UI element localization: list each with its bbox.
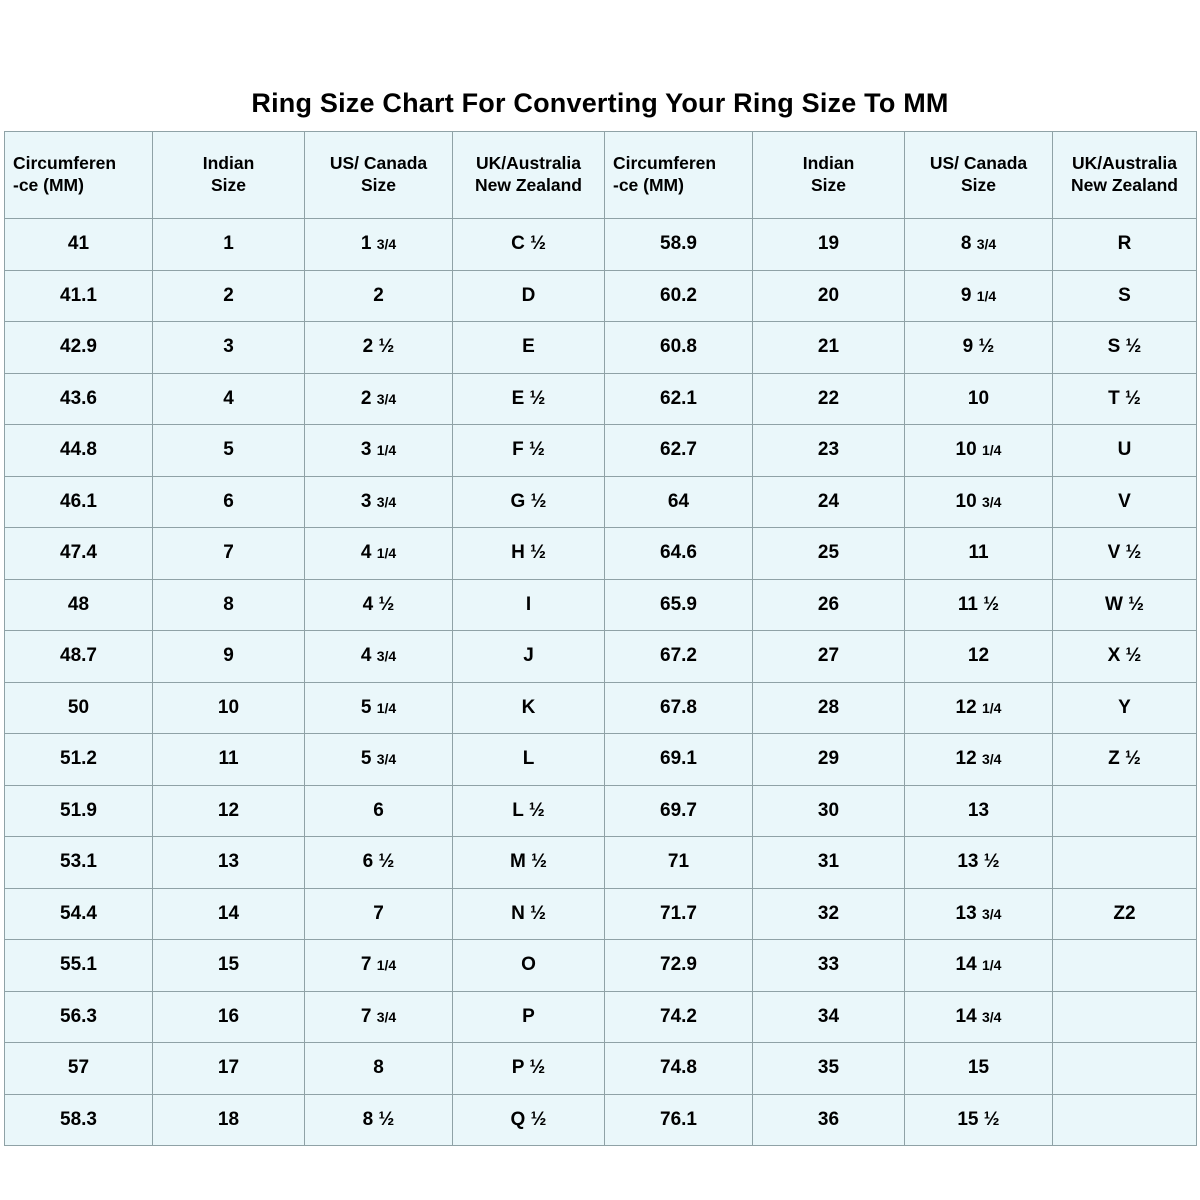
table-cell: 27	[753, 631, 905, 683]
table-cell: 54.4	[5, 888, 153, 940]
table-cell: 6	[305, 785, 453, 837]
table-cell: 65.9	[605, 579, 753, 631]
header-line-1: Indian	[802, 153, 855, 174]
fraction-text: 3/4	[376, 1008, 397, 1025]
header-line-2: Size	[960, 175, 997, 195]
fraction-text: 1/4	[376, 545, 397, 562]
table-cell: 64.6	[605, 528, 753, 580]
table-cell: T ½	[1053, 373, 1197, 425]
table-cell: 8 3/4	[905, 219, 1053, 271]
table-cell: 3 1/4	[305, 425, 453, 477]
table-cell: I	[453, 579, 605, 631]
table-row	[5, 888, 1197, 940]
fraction-text: 1/4	[981, 957, 1002, 974]
table-cell: 9 1/4	[905, 270, 1053, 322]
table-cell: 29	[753, 734, 905, 786]
table-cell: 51.2	[5, 734, 153, 786]
table-cell: 5 1/4	[305, 682, 453, 734]
table-row	[5, 528, 1197, 580]
page-title: Ring Size Chart For Converting Your Ring Size To MM	[251, 88, 949, 118]
table-cell: E	[453, 322, 605, 374]
header-line-2: New Zealand	[475, 175, 582, 195]
fraction-text: 1/4	[376, 957, 397, 974]
table-cell: 57	[5, 1043, 153, 1095]
fraction-text: 3/4	[976, 236, 997, 253]
table-cell: 67.8	[605, 682, 753, 734]
table-cell: 8	[305, 1043, 453, 1095]
table-cell: D	[453, 270, 605, 322]
table-cell: 23	[753, 425, 905, 477]
table-row	[5, 425, 1197, 477]
header-line-1: Circumferen	[613, 153, 717, 174]
table-row	[5, 1043, 1197, 1095]
table-cell: M ½	[453, 837, 605, 889]
column-header-uk-australia-nz-1	[453, 132, 605, 219]
table-cell: 1 3/4	[305, 219, 453, 271]
table-cell: 13 3/4	[905, 888, 1053, 940]
header-line-2: Size	[210, 175, 247, 195]
column-header-circumference-1	[5, 132, 153, 219]
table-cell: O	[453, 940, 605, 992]
header-line-2: Size	[360, 175, 397, 195]
table-cell: 3	[153, 322, 305, 374]
header-line-1: Indian	[202, 153, 255, 174]
table-cell: Z2	[1053, 888, 1197, 940]
table-cell: 8	[153, 579, 305, 631]
fraction-text: 3/4	[981, 905, 1002, 922]
table-cell: 10 3/4	[905, 476, 1053, 528]
ring-size-table	[4, 131, 1197, 1146]
table-cell: 10	[905, 373, 1053, 425]
table-cell: 31	[753, 837, 905, 889]
fraction-text: 3/4	[376, 390, 397, 407]
table-cell: 4 3/4	[305, 631, 453, 683]
table-row	[5, 219, 1197, 271]
table-cell: 6	[153, 476, 305, 528]
table-cell: L ½	[453, 785, 605, 837]
table-cell: 71.7	[605, 888, 753, 940]
table-cell: 10	[153, 682, 305, 734]
table-row	[5, 785, 1197, 837]
table-cell: 53.1	[5, 837, 153, 889]
table-cell: 21	[753, 322, 905, 374]
fraction-text: 3/4	[376, 648, 397, 665]
table-cell: 41.1	[5, 270, 153, 322]
table-container	[0, 131, 1200, 1146]
table-cell: 2	[305, 270, 453, 322]
fraction-text: 1/4	[976, 287, 997, 304]
table-cell: 11	[905, 528, 1053, 580]
table-cell: 2	[153, 270, 305, 322]
table-row	[5, 734, 1197, 786]
table-cell: 43.6	[5, 373, 153, 425]
table-cell: 16	[153, 991, 305, 1043]
fraction-text: 1/4	[981, 442, 1002, 459]
table-cell: 22	[753, 373, 905, 425]
table-cell	[1053, 991, 1197, 1043]
table-cell: N ½	[453, 888, 605, 940]
table-cell: 7 3/4	[305, 991, 453, 1043]
table-cell: 48.7	[5, 631, 153, 683]
header-line-2: New Zealand	[1071, 175, 1178, 195]
table-cell: 8 ½	[305, 1094, 453, 1146]
table-cell: 13	[153, 837, 305, 889]
table-cell: 50	[5, 682, 153, 734]
table-cell: 14 1/4	[905, 940, 1053, 992]
table-row	[5, 1094, 1197, 1146]
table-cell	[1053, 837, 1197, 889]
table-cell	[1053, 940, 1197, 992]
table-cell: 5 3/4	[305, 734, 453, 786]
fraction-text: 3/4	[981, 1008, 1002, 1025]
table-cell: 7	[305, 888, 453, 940]
fraction-text: 1/4	[981, 699, 1002, 716]
table-cell: 15	[153, 940, 305, 992]
table-cell: 76.1	[605, 1094, 753, 1146]
table-row	[5, 373, 1197, 425]
table-cell: 12 1/4	[905, 682, 1053, 734]
table-cell: 55.1	[5, 940, 153, 992]
table-cell: 4 1/4	[305, 528, 453, 580]
table-cell: 51.9	[5, 785, 153, 837]
table-cell: 30	[753, 785, 905, 837]
table-cell: H ½	[453, 528, 605, 580]
table-cell: Z ½	[1053, 734, 1197, 786]
table-cell: 17	[153, 1043, 305, 1095]
table-cell: 58.3	[5, 1094, 153, 1146]
fraction-text: 3/4	[981, 751, 1002, 768]
header-line-1: UK/Australia	[475, 153, 582, 174]
table-cell: 25	[753, 528, 905, 580]
table-cell: 67.2	[605, 631, 753, 683]
table-cell: 9	[153, 631, 305, 683]
table-cell: 15 ½	[905, 1094, 1053, 1146]
table-cell: 56.3	[5, 991, 153, 1043]
table-cell: 3 3/4	[305, 476, 453, 528]
table-cell: 74.8	[605, 1043, 753, 1095]
header-line-2: -ce (MM)	[13, 175, 84, 195]
table-row	[5, 682, 1197, 734]
table-cell	[1053, 1094, 1197, 1146]
table-cell: 72.9	[605, 940, 753, 992]
table-cell: 13 ½	[905, 837, 1053, 889]
header-line-1: UK/Australia	[1071, 153, 1178, 174]
table-cell: 19	[753, 219, 905, 271]
table-cell: 12	[905, 631, 1053, 683]
table-cell: 24	[753, 476, 905, 528]
table-cell: 60.2	[605, 270, 753, 322]
table-cell: L	[453, 734, 605, 786]
table-cell: 2 ½	[305, 322, 453, 374]
table-cell: 71	[605, 837, 753, 889]
table-cell: 6 ½	[305, 837, 453, 889]
table-cell: 69.1	[605, 734, 753, 786]
table-cell: F ½	[453, 425, 605, 477]
table-row	[5, 940, 1197, 992]
table-cell: K	[453, 682, 605, 734]
table-cell: 42.9	[5, 322, 153, 374]
table-cell: C ½	[453, 219, 605, 271]
table-cell: 15	[905, 1043, 1053, 1095]
table-cell: R	[1053, 219, 1197, 271]
table-row	[5, 991, 1197, 1043]
table-row	[5, 270, 1197, 322]
table-header	[5, 132, 1197, 219]
header-line-1: Circumferen	[13, 153, 117, 174]
table-cell: G ½	[453, 476, 605, 528]
table-cell: Q ½	[453, 1094, 605, 1146]
header-line-2: Size	[810, 175, 847, 195]
table-cell: Y	[1053, 682, 1197, 734]
table-cell: E ½	[453, 373, 605, 425]
table-row	[5, 322, 1197, 374]
table-cell: 14 3/4	[905, 991, 1053, 1043]
table-cell: 7 1/4	[305, 940, 453, 992]
table-cell: 4 ½	[305, 579, 453, 631]
table-cell: 44.8	[5, 425, 153, 477]
table-cell: 33	[753, 940, 905, 992]
table-cell: 58.9	[605, 219, 753, 271]
table-cell	[1053, 1043, 1197, 1095]
table-row	[5, 476, 1197, 528]
table-cell: 12 3/4	[905, 734, 1053, 786]
header-line-1: US/ Canada	[929, 153, 1028, 174]
table-cell: J	[453, 631, 605, 683]
table-cell: 32	[753, 888, 905, 940]
table-cell: V	[1053, 476, 1197, 528]
column-header-indian-size-2	[753, 132, 905, 219]
column-header-us-canada-1	[305, 132, 453, 219]
header-line-1: US/ Canada	[329, 153, 428, 174]
table-cell: 26	[753, 579, 905, 631]
table-cell: 12	[153, 785, 305, 837]
table-cell: 4	[153, 373, 305, 425]
table-cell: 20	[753, 270, 905, 322]
table-cell: 60.8	[605, 322, 753, 374]
column-header-indian-size-1	[153, 132, 305, 219]
table-row	[5, 579, 1197, 631]
table-cell: 7	[153, 528, 305, 580]
table-cell: 74.2	[605, 991, 753, 1043]
table-row	[5, 631, 1197, 683]
fraction-text: 3/4	[376, 236, 397, 253]
fraction-text: 1/4	[376, 442, 397, 459]
table-body	[5, 219, 1197, 1146]
table-cell: 11 ½	[905, 579, 1053, 631]
table-cell: 18	[153, 1094, 305, 1146]
column-header-us-canada-2	[905, 132, 1053, 219]
fraction-text: 3/4	[376, 751, 397, 768]
table-cell: 1	[153, 219, 305, 271]
table-cell: 35	[753, 1043, 905, 1095]
table-cell: 62.7	[605, 425, 753, 477]
fraction-text: 1/4	[376, 699, 397, 716]
table-row	[5, 837, 1197, 889]
table-cell: P	[453, 991, 605, 1043]
table-cell: S	[1053, 270, 1197, 322]
table-cell: 9 ½	[905, 322, 1053, 374]
table-cell: 48	[5, 579, 153, 631]
table-cell: X ½	[1053, 631, 1197, 683]
table-cell: 47.4	[5, 528, 153, 580]
table-cell: 36	[753, 1094, 905, 1146]
table-cell: 34	[753, 991, 905, 1043]
table-cell: 10 1/4	[905, 425, 1053, 477]
table-cell: 28	[753, 682, 905, 734]
column-header-uk-australia-nz-2	[1053, 132, 1197, 219]
table-cell: 69.7	[605, 785, 753, 837]
table-cell: 41	[5, 219, 153, 271]
table-cell: 11	[153, 734, 305, 786]
header-line-2: -ce (MM)	[613, 175, 684, 195]
table-cell: 64	[605, 476, 753, 528]
table-cell: U	[1053, 425, 1197, 477]
table-cell	[1053, 785, 1197, 837]
table-cell: 2 3/4	[305, 373, 453, 425]
table-cell: 46.1	[5, 476, 153, 528]
table-cell: P ½	[453, 1043, 605, 1095]
header-row	[5, 132, 1197, 219]
table-cell: 62.1	[605, 373, 753, 425]
table-cell: V ½	[1053, 528, 1197, 580]
table-cell: S ½	[1053, 322, 1197, 374]
column-header-circumference-2	[605, 132, 753, 219]
table-cell: 13	[905, 785, 1053, 837]
table-cell: 14	[153, 888, 305, 940]
fraction-text: 3/4	[376, 493, 397, 510]
table-cell: W ½	[1053, 579, 1197, 631]
fraction-text: 3/4	[981, 493, 1002, 510]
table-cell: 5	[153, 425, 305, 477]
